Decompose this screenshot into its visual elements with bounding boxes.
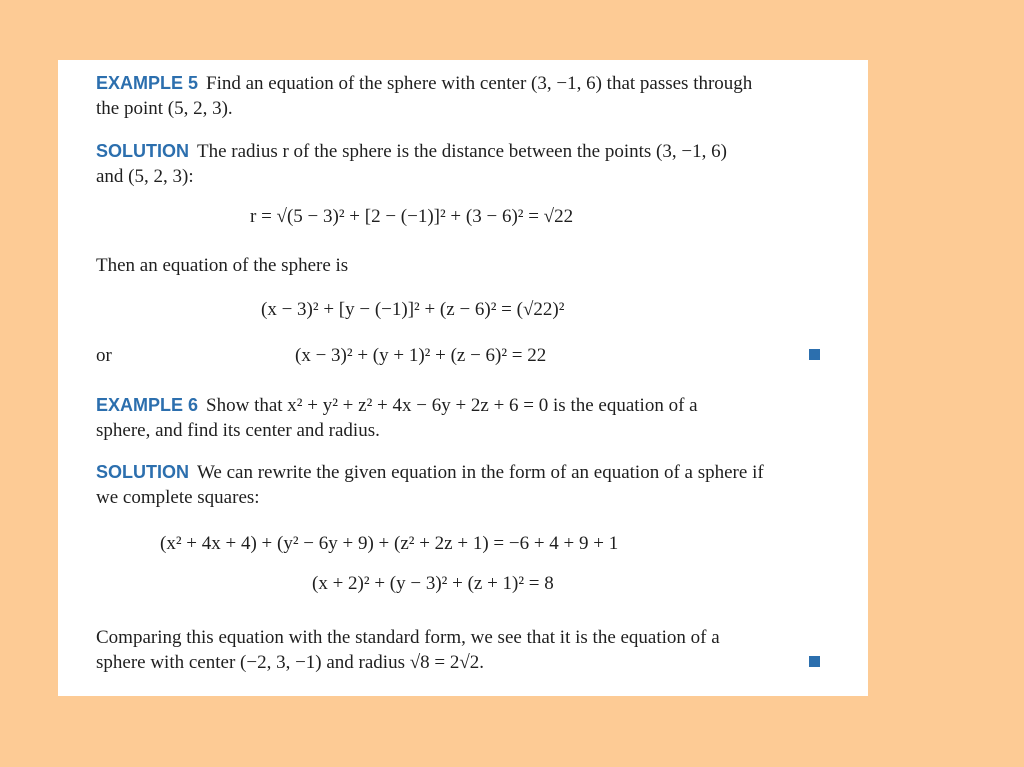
standard-form-equation: (x + 2)² + (y − 3)² + (z + 1)² = 8 xyxy=(312,573,554,594)
example5-label: EXAMPLE 5 xyxy=(96,73,199,93)
example6-problem-line2: sphere, and find its center and radius. xyxy=(96,420,380,441)
textbook-page xyxy=(58,60,868,696)
example6-solution-text1: We can rewrite the given equation in the form of an equation of a sphere if xyxy=(197,462,764,483)
sphere-equation-simplified: (x − 3)² + (y + 1)² + (z − 6)² = 22 xyxy=(295,345,547,366)
end-of-example-mark xyxy=(809,349,820,360)
example5-problem-line2: the point (5, 2, 3). xyxy=(96,98,233,119)
example5-solution-text1: The radius r of the sphere is the distance between the points (3, −1, 6) xyxy=(197,141,727,162)
example6-problem-line1: Show that x² + y² + z² + 4x − 6y + 2z + 6 = 0 is the equation of a xyxy=(206,395,698,416)
example5-solution-line2: and (5, 2, 3): xyxy=(96,166,194,187)
example6-solution-line1 xyxy=(96,463,764,482)
conclusion-line2: sphere with center (−2, 3, −1) and radius √8 = 2√2. xyxy=(96,652,485,673)
radius-equation: r = √(5 − 3)² + [2 − (−1)]² + (3 − 6)² = √22 xyxy=(250,206,574,227)
conclusion-line1: Comparing this equation with the standard form, we see that it is the equation of a xyxy=(96,627,720,648)
example6-intro-line1 xyxy=(96,396,698,415)
example5-solution-line1 xyxy=(96,142,727,161)
example6-solution-label: SOLUTION xyxy=(96,462,189,482)
example5-problem-line1: Find an equation of the sphere with center (3, −1, 6) that passes through xyxy=(206,73,753,94)
example5-intro-line1 xyxy=(96,74,752,93)
then-text: Then an equation of the sphere is xyxy=(96,255,349,276)
example5-solution-label: SOLUTION xyxy=(96,141,189,161)
completed-squares-equation: (x² + 4x + 4) + (y² − 6y + 9) + (z² + 2z + 1) = −6 + 4 + 9 + 1 xyxy=(160,533,619,554)
end-of-example-mark xyxy=(809,656,820,667)
example6-label: EXAMPLE 6 xyxy=(96,395,199,415)
or-word: or xyxy=(96,345,112,366)
example6-solution-line2: we complete squares: xyxy=(96,487,260,508)
sphere-equation: (x − 3)² + [y − (−1)]² + (z − 6)² = (√22)² xyxy=(261,299,565,320)
